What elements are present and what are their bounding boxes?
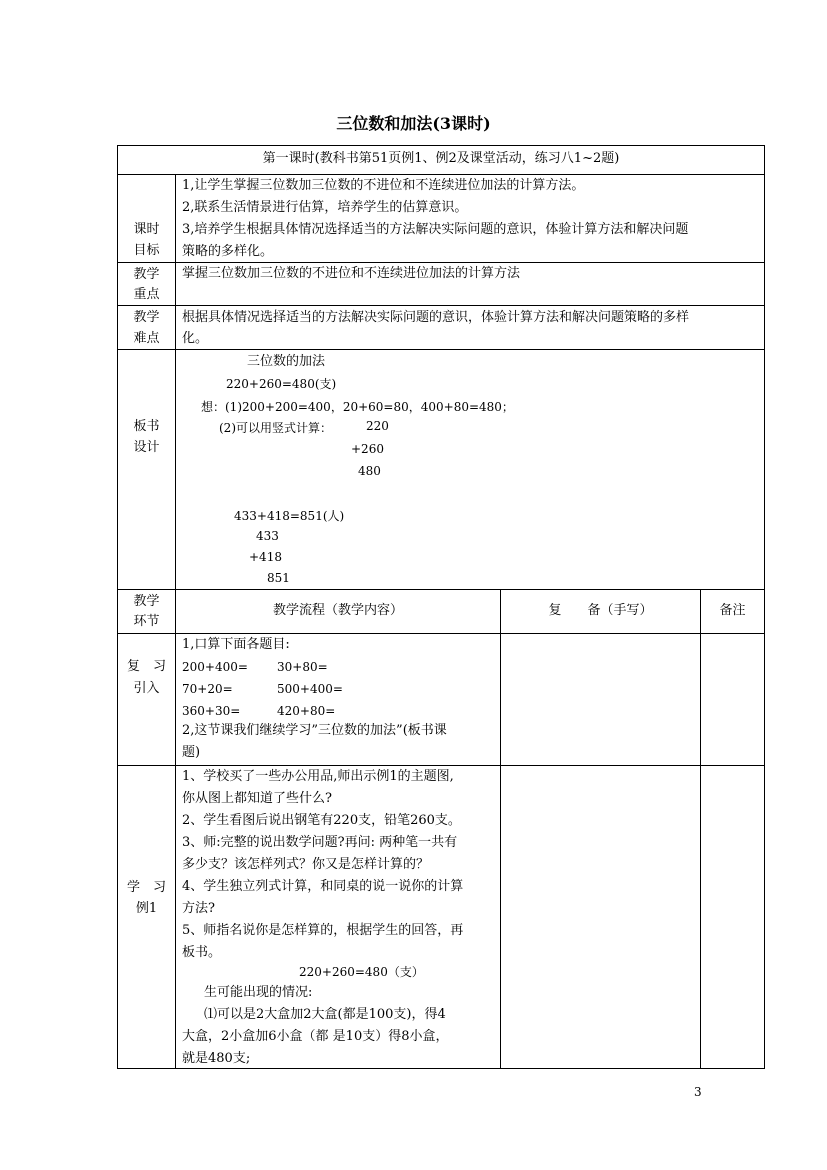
learn-line: 5、师指名说你是怎样算的，根据学生的回答，再	[182, 923, 464, 938]
note-header: 备注	[719, 603, 746, 618]
goal-line: 1,让学生掌握三位数加三位数的不进位和不连续进位加法的计算方法。	[182, 178, 585, 193]
goal-line: 2,联系生活情景进行估算，培养学生的估算意识。	[182, 200, 468, 215]
learn-line: 多少支？该怎样列式？你又是怎样计算的？	[182, 857, 430, 872]
diff-text: 化。	[182, 331, 209, 346]
stage-header-1: 教学	[133, 594, 160, 609]
page-number: 3	[694, 1085, 702, 1099]
learn-line: 2、学生看图后说出钢笔有220支，铅笔260支。	[182, 813, 461, 828]
learn-label-2: 例1	[135, 901, 158, 916]
board-eq2: 433+418=851(人)	[234, 509, 345, 523]
review-label-1: 复 习	[126, 659, 166, 674]
key-text: 掌握三位数加三位数的不进位和不连续进位加法的计算方法	[182, 266, 521, 281]
stage-header-2: 环节	[133, 614, 160, 629]
prep-header: 复 备（手写）	[548, 603, 653, 618]
goal-line: 3,培养学生根据具体情况选择适当的方法解决实际问题的意识，体验计算方法和解决问题	[182, 222, 689, 237]
board-think1: 想：(1)200+200=400，20+60=80，400+80=480；	[201, 400, 514, 414]
review-line: 2,这节课我们继续学习”三位数的加法”(板书课	[182, 723, 447, 738]
board-label-1: 板书	[133, 419, 160, 434]
review-line: 题)	[182, 745, 201, 760]
review-item: 70+20=	[182, 682, 233, 696]
learn-line: 你从图上都知道了些什么?	[182, 791, 332, 806]
diff-label-1: 教学	[133, 310, 160, 325]
learn-line: 就是480支;	[182, 1051, 251, 1066]
flow-header: 教学流程（教学内容）	[272, 603, 403, 618]
board-vertical-sum: 480	[358, 464, 381, 478]
learn-equation: 220+260=480（支）	[299, 965, 424, 979]
board-label-2: 设计	[133, 440, 160, 455]
goal-line: 策略的多样化。	[182, 244, 274, 259]
board-vertical2-sum: 851	[267, 571, 290, 585]
learn-line: ⑴可以是2大盒加2大盒(都是100支)，得4	[204, 1007, 446, 1022]
board-eq1: 220+260=480(支)	[226, 377, 337, 391]
board-think2: (2)可以用竖式计算：	[219, 421, 332, 435]
goals-label-1: 课时	[133, 222, 160, 237]
lesson-header: 第一课时(教科书第51页例1、例2及课堂活动，练习八1~2题)	[262, 151, 620, 166]
diff-text: 根据具体情况选择适当的方法解决实际问题的意识，体验计算方法和解决问题策略的多样	[182, 310, 690, 325]
learn-line: 1、学校买了一些办公用品,师出示例1的主题图,	[182, 769, 454, 784]
key-label-2: 重点	[133, 287, 160, 302]
key-label-1: 教学	[133, 267, 160, 282]
learn-line: 大盒，2小盒加6小盒（都 是10支）得8小盒，	[182, 1029, 449, 1044]
review-label-2: 引入	[133, 681, 160, 696]
board-vertical2-addend2: +418	[249, 550, 282, 564]
review-line: 1,口算下面各题目:	[182, 637, 290, 652]
review-item: 200+400=	[182, 660, 248, 674]
document-title: 三位数和加法(3课时)	[336, 114, 491, 133]
board-heading: 三位数的加法	[247, 354, 326, 369]
board-vertical2-addend1: 433	[256, 529, 279, 543]
learn-line: 生可能出现的情况:	[204, 985, 313, 1000]
learn-line: 方法?	[182, 901, 215, 916]
board-vertical-addend2: +260	[351, 442, 384, 456]
goals-label-2: 目标	[133, 243, 160, 258]
review-item: 360+30=	[182, 704, 241, 718]
board-vertical-addend1: 220	[366, 419, 389, 433]
learn-line: 3、师:完整的说出数学问题?再问: 两种笔一共有	[182, 835, 458, 850]
learn-line: 板书。	[182, 945, 222, 960]
review-item: 420+80=	[277, 704, 336, 718]
learn-line: 4、学生独立列式计算，和同桌的说一说你的计算	[182, 879, 464, 894]
diff-label-2: 难点	[133, 331, 160, 346]
learn-label-1: 学 习	[126, 880, 166, 895]
review-item: 500+400=	[277, 682, 343, 696]
review-item: 30+80=	[277, 660, 328, 674]
